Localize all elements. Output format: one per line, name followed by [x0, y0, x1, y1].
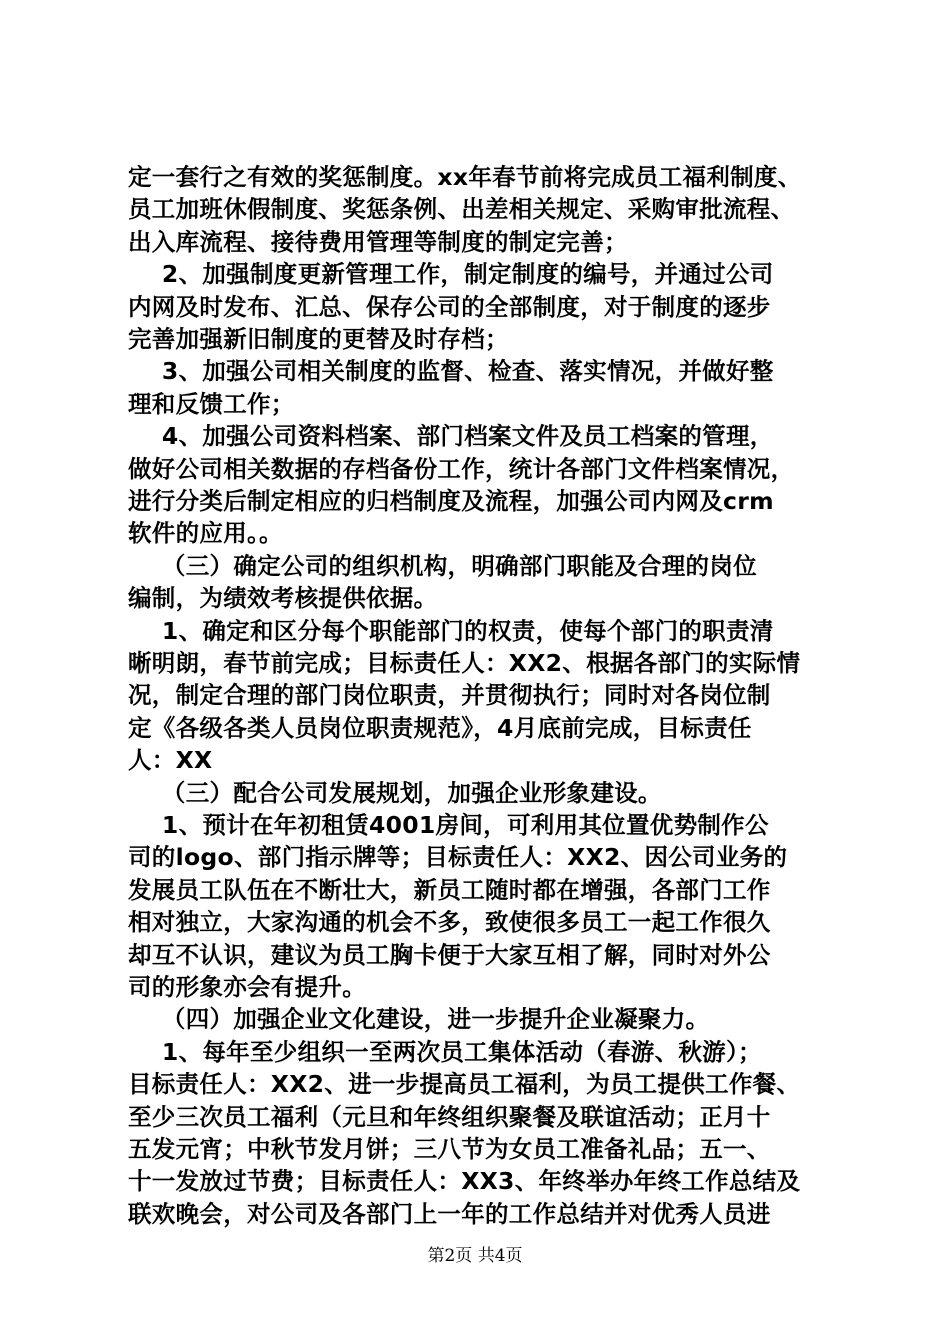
text-line: 人：XX	[128, 746, 213, 775]
page-footer: 第2页 共4页	[427, 1246, 523, 1266]
text-line: 五发元宵；中秋节发月饼；三八节为女员工准备礼品；五一、	[128, 1135, 771, 1163]
text-line: 理和反馈工作；	[128, 389, 295, 418]
text-line: 十一发放过节费；目标责任人：XX3、年终举办年终工作总结及	[128, 1167, 801, 1196]
text-line: 2、加强制度更新管理工作，制定制度的编号，并通过公司	[128, 260, 774, 289]
text-line: （三）配合公司发展规划，加强企业形象建设。	[128, 778, 662, 807]
text-line: 司的logo、部门指示牌等；目标责任人：XX2、因公司业务的	[128, 843, 788, 872]
text-line: 况，制定合理的部门岗位职责，并贯彻执行；同时对各岗位制	[128, 681, 771, 710]
text-line: 定《各级各类人员岗位职责规范》，4月底前完成，目标责任	[128, 713, 752, 742]
text-line: 4、加强公司资料档案、部门档案文件及员工档案的管理，	[128, 422, 774, 451]
text-line: 晰明朗，春节前完成；目标责任人：XX2、根据各部门的实际情	[128, 649, 801, 677]
text-line: 却互不认识，建议为员工胸卡便于大家互相了解，同时对外公	[128, 940, 771, 969]
text-line: 定一套行之有效的奖惩制度。xx年春节前将完成员工福利制度、	[128, 163, 802, 191]
text-line: 员工加班休假制度、奖惩条例、出差相关规定、采购审批流程、	[128, 195, 795, 224]
text-line: 软件的应用。。	[128, 519, 283, 548]
text-line: 编制，为绩效考核提供依据。	[128, 584, 438, 613]
text-line: 3、加强公司相关制度的监督、检查、落实情况，并做好整	[128, 357, 774, 386]
text-line: 1、确定和区分每个职能部门的权责，使每个部门的职责清	[128, 616, 774, 645]
text-line: 进行分类后制定相应的归档制度及流程，加强公司内网及crm	[128, 487, 774, 515]
text-line: 目标责任人：XX2、进一步提高员工福利，为员工提供工作餐、	[128, 1070, 801, 1099]
text-line: 出入库流程、接待费用管理等制度的制定完善；	[128, 227, 628, 256]
text-line: 司的形象亦会有提升。	[128, 973, 366, 1001]
text-line: 联欢晚会，对公司及各部门上一年的工作总结并对优秀人员进	[128, 1199, 771, 1228]
text-line: （四）加强企业文化建设，进一步提升企业凝聚力。	[128, 1005, 710, 1034]
text-line: 做好公司相关数据的存档备份工作，统计各部门文件档案情况，	[128, 454, 795, 483]
text-line: 相对独立，大家沟通的机会不多，致使很多员工一起工作很久	[128, 908, 771, 937]
text-line: 1、每年至少组织一至两次员工集体活动（春游、秋游）；	[128, 1037, 762, 1066]
text-line: 1、预计在年初租赁4001房间，可利用其位置优势制作公	[128, 811, 769, 839]
text-line: （三）确定公司的组织机构，明确部门职能及合理的岗位	[128, 551, 757, 580]
text-line: 至少三次员工福利（元旦和年终组织聚餐及联谊活动；正月十	[128, 1102, 771, 1131]
text-line: 发展员工队伍在不断壮大，新员工随时都在增强，各部门工作	[128, 875, 771, 904]
text-line: 内网及时发布、汇总、保存公司的全部制度，对于制度的逐步	[128, 292, 771, 321]
text-line: 完善加强新旧制度的更替及时存档；	[128, 325, 509, 353]
